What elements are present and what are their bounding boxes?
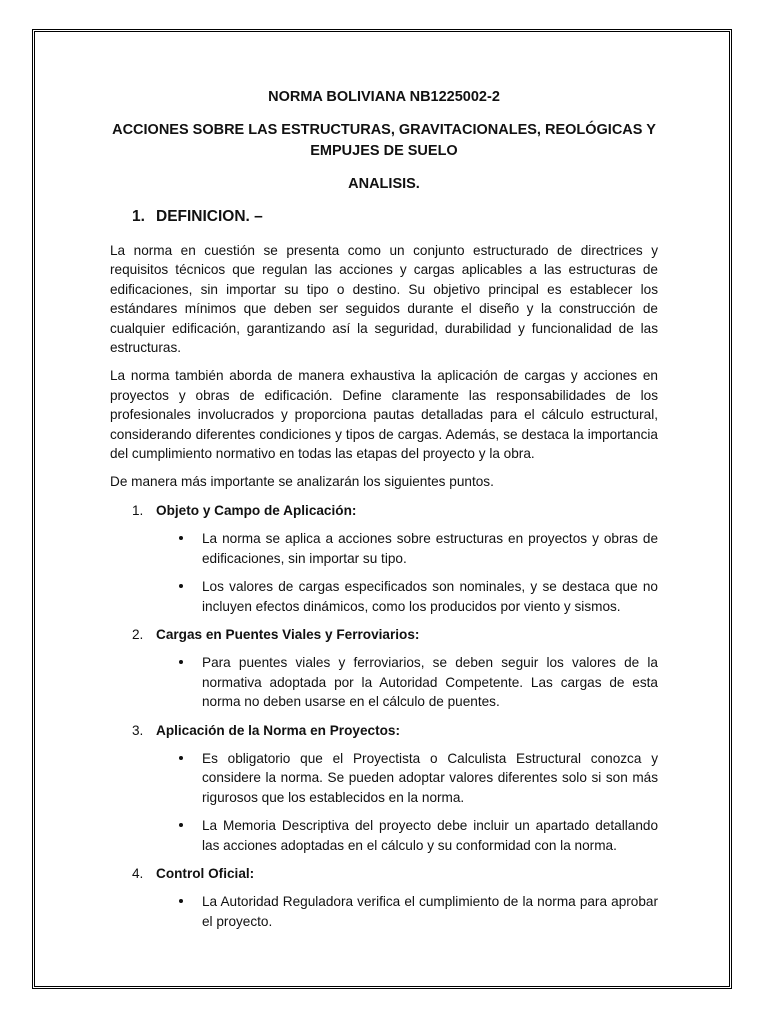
definition-heading — [110, 207, 658, 227]
section-label: ANALISIS. — [348, 176, 420, 192]
document-subtitle: ACCIONES SOBRE LAS ESTRUCTURAS, GRAVITACIONALES, REOLÓGICAS Y EMPUJES DE SUELO — [112, 122, 656, 159]
bullet-icon — [178, 816, 202, 855]
bullet-text: Es obligatorio que el Proyectista o Calculista Estructural conozca y considere la norma. Se pueden adoptar valores diferentes solo si son más rigurosos que los establecidos en la norma. — [202, 750, 658, 805]
bullet-icon — [178, 653, 202, 711]
paragraph-intro: La norma en cuestión se presenta como un conjunto estructurado de directrices y requisitos técnicos que regulan las acciones y cargas aplicables a las estructuras de edificaciones, sin importar su tipo o destino. Su objetivo principal es establecer los estándares mínimos que deben ser seguidos durante el diseño y la construcción de cualquier edificación, garantizando así la seguridad, durabilidad y funcionalidad de las estructuras. — [110, 243, 658, 356]
list-item-point-4 — [110, 864, 658, 883]
definition-heading-number: 1. — [132, 208, 145, 225]
bullet-text: La Memoria Descriptiva del proyecto debe incluir un apartado detallando las acciones adoptadas en el cálculo y su conformidad con la norma. — [202, 818, 658, 853]
bullet-item — [110, 816, 658, 855]
bullet-text: La norma se aplica a acciones sobre estructuras en proyectos y obras de edificaciones, sin importar su tipo. — [202, 531, 658, 566]
bullet-item — [110, 653, 658, 711]
bullet-icon — [178, 892, 202, 931]
point-title: Objeto y Campo de Aplicación: — [156, 502, 357, 518]
paragraph-lead-in: De manera más importante se analizarán los siguientes puntos. — [110, 474, 494, 490]
bullet-item — [110, 749, 658, 807]
bullet-item — [110, 529, 658, 568]
point-number: 1. — [132, 502, 144, 518]
list-item-point-2 — [110, 625, 658, 644]
point-number: 4. — [132, 865, 144, 881]
bullet-text: Los valores de cargas especificados son nominales, y se destaca que no incluyen efectos dinámicos, como los producidos por viento y sismos. — [202, 579, 658, 614]
point-title: Control Oficial: — [156, 865, 255, 881]
list-item-point-1 — [110, 501, 658, 520]
point-number: 3. — [132, 722, 144, 738]
paragraph-scope: La norma también aborda de manera exhaustiva la aplicación de cargas y acciones en proyectos y obras de edificación. Define claramente las responsabilidades de los profesionales involucrados y proporciona pautas detalladas para el cálculo estructural, considerando diferentes condiciones y tipos de cargas. Además, se destaca la importancia del cumplimiento normativo en todas las etapas del proyecto y la obra. — [110, 368, 658, 462]
document-title: NORMA BOLIVIANA NB1225002-2 — [268, 89, 500, 105]
bullet-item — [110, 577, 658, 616]
bullet-icon — [178, 749, 202, 807]
bullet-text: Para puentes viales y ferroviarios, se deben seguir los valores de la normativa adoptada por la Autoridad Competente. Las cargas de esta norma no deben usarse en el cálculo de puentes. — [202, 655, 658, 710]
point-number: 2. — [132, 626, 144, 642]
document-body — [110, 87, 658, 940]
definition-heading-label: DEFINICION. – — [156, 208, 263, 225]
bullet-item — [110, 892, 658, 931]
bullet-text: La Autoridad Reguladora verifica el cumplimiento de la norma para aprobar el proyecto. — [202, 894, 658, 929]
list-item-point-3 — [110, 721, 658, 740]
point-title: Aplicación de la Norma en Proyectos: — [156, 722, 401, 738]
bullet-icon — [178, 577, 202, 616]
bullet-icon — [178, 529, 202, 568]
point-title: Cargas en Puentes Viales y Ferroviarios: — [156, 626, 420, 642]
